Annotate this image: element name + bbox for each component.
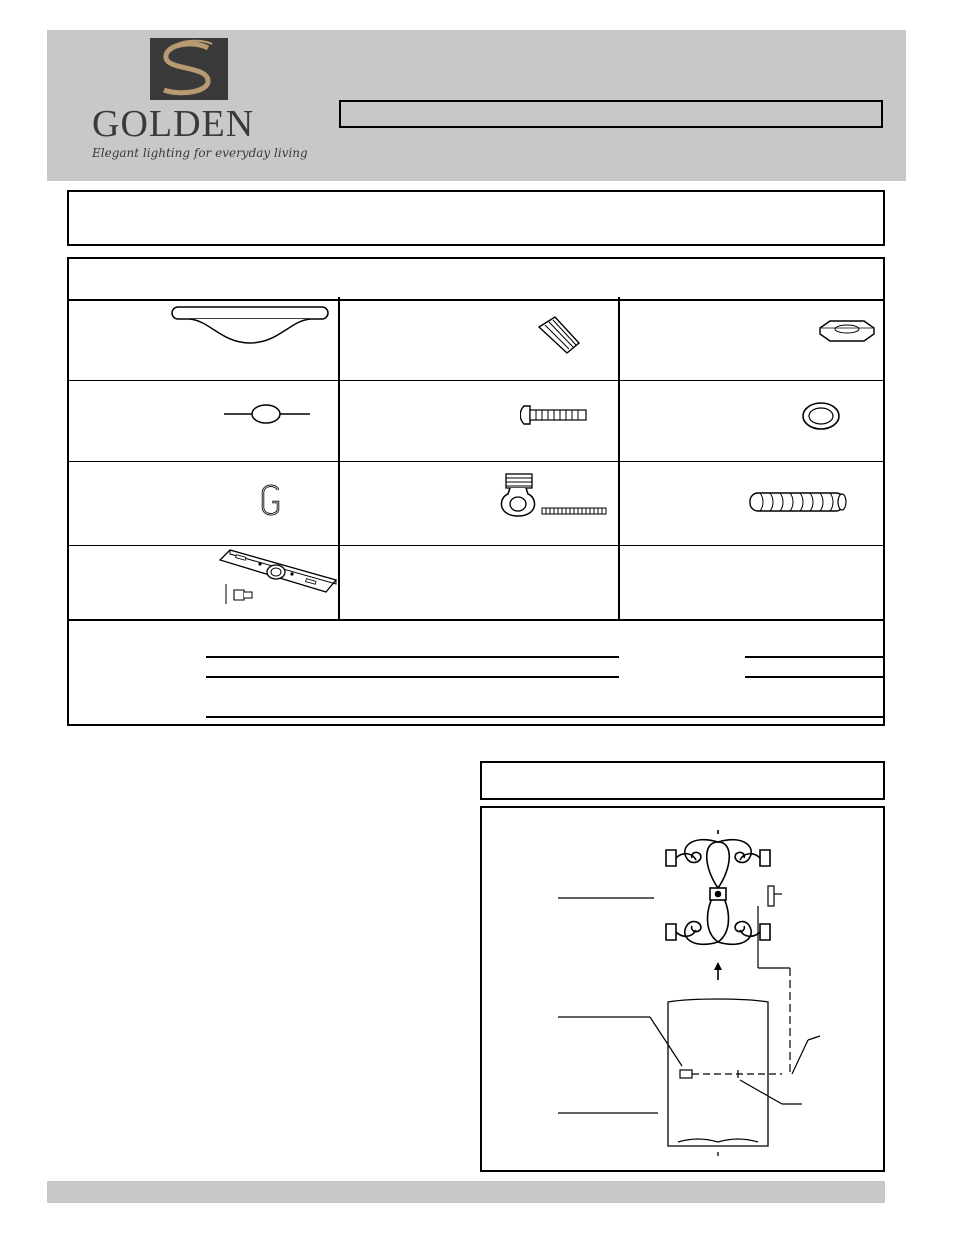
grid-line <box>69 545 883 546</box>
lock-washer-icon <box>800 400 842 432</box>
field-underline <box>745 656 884 658</box>
threaded-pipe-icon <box>746 490 850 514</box>
field-underline <box>745 676 884 678</box>
title-box <box>339 100 883 128</box>
canopy-icon <box>170 305 330 347</box>
field-underline <box>206 716 884 718</box>
grid-line <box>69 619 883 621</box>
grid-line <box>69 380 883 381</box>
swivel-loop-icon <box>498 472 610 522</box>
grid-line <box>69 461 883 462</box>
hex-nut-icon <box>816 318 878 344</box>
brand-tagline: Elegant lighting for everyday living <box>92 146 308 160</box>
scroll-frame-icon <box>666 830 770 944</box>
assembly-title-box <box>480 761 885 800</box>
wire-nut-icon <box>535 313 585 357</box>
grid-line <box>338 297 340 620</box>
parts-header <box>69 259 883 301</box>
logo-mark-icon <box>150 38 228 100</box>
notice-box <box>67 190 885 246</box>
field-underline <box>206 656 619 658</box>
footer-bar <box>47 1181 885 1203</box>
brand-name: GOLDEN <box>92 103 255 145</box>
crossbar-icon <box>216 546 338 618</box>
grid-line <box>618 297 620 620</box>
loop-icon <box>222 402 312 426</box>
screw-icon <box>520 403 590 427</box>
assembly-diagram <box>482 808 883 1170</box>
chain-link-icon <box>258 482 284 518</box>
field-underline <box>206 676 619 678</box>
